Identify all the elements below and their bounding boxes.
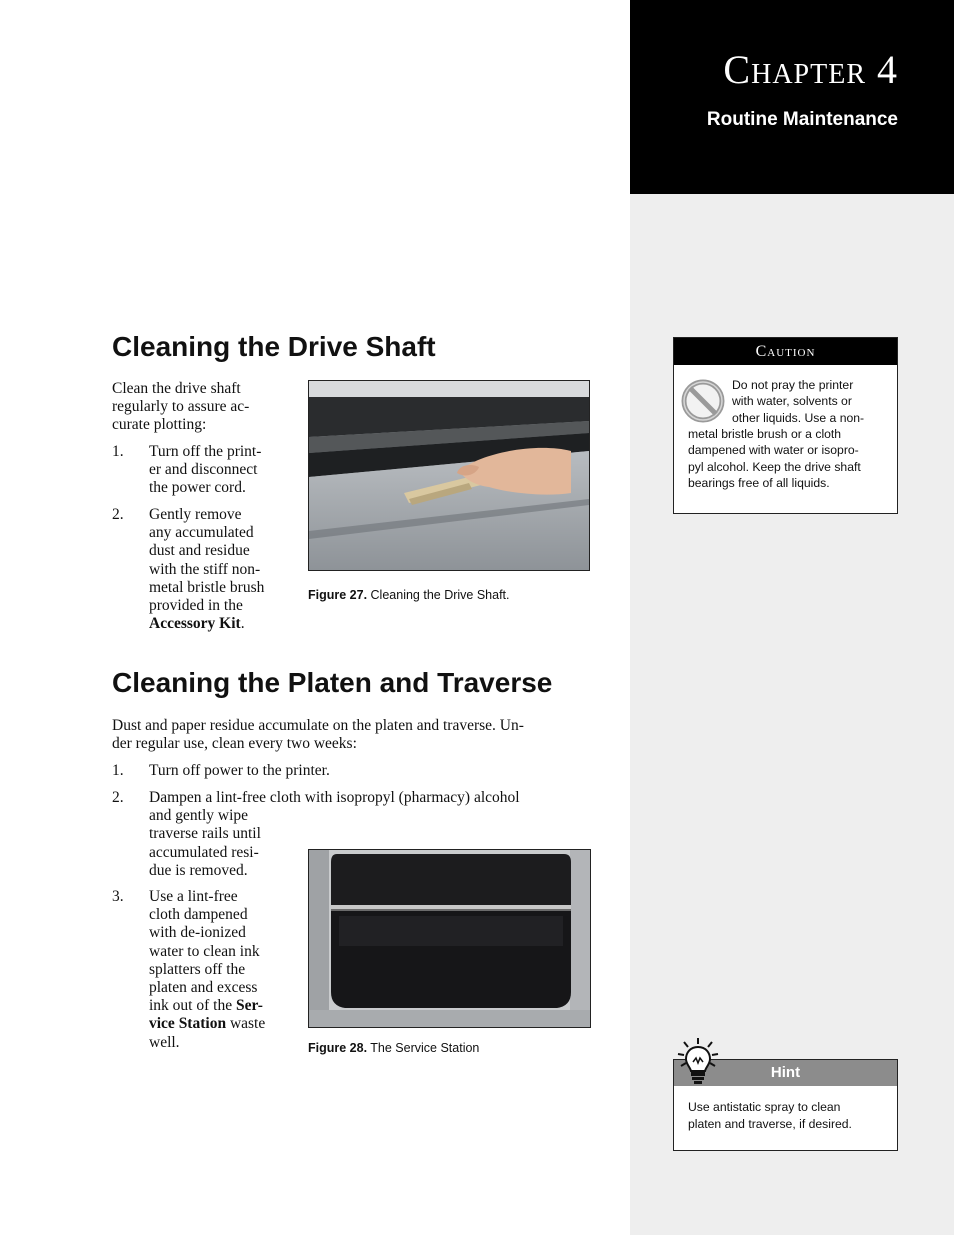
step-number: 2.: [112, 506, 124, 523]
step-line: traverse rails until: [149, 825, 261, 843]
caution-title: Caution: [674, 338, 897, 365]
step-line: er and disconnect: [149, 461, 258, 479]
lightbulb-icon: [676, 1036, 720, 1091]
figure-label: Figure 27.: [308, 588, 368, 602]
step-text: waste: [226, 1015, 266, 1033]
step-line: platen and excess: [149, 979, 258, 997]
step-line: with the stiff non-: [149, 560, 261, 578]
step-line: due is removed.: [149, 861, 248, 879]
step-text: ink out of the: [149, 997, 236, 1015]
step-line: Dampen a lint-free cloth with isopropyl (pharmacy) alcohol: [149, 789, 520, 806]
chapter-subtitle: Routine Maintenance: [706, 109, 898, 130]
figure-text: Cleaning the Drive Shaft.: [370, 588, 510, 602]
step-line: accumulated resi-: [149, 843, 259, 861]
caution-line: dampened with water or isopro-: [688, 443, 859, 457]
step-line: provided in the: [149, 597, 243, 615]
step-number: 1.: [112, 443, 124, 460]
intro-line: Dust and paper residue accumulate on the platen and traverse. Un-: [112, 717, 524, 734]
caution-line: Do not pray the printer: [732, 378, 854, 392]
figure-label: Figure 28.: [308, 1041, 368, 1055]
figure-text: The Service Station: [370, 1041, 480, 1055]
intro-line: der regular use, clean every two weeks:: [112, 735, 357, 753]
punctuation: .: [240, 615, 245, 633]
figure-27-caption: [308, 588, 510, 602]
step-number: 3.: [112, 888, 124, 905]
step-line: and gently wipe: [149, 807, 249, 825]
step-line: well.: [149, 1033, 180, 1051]
step-number: 1.: [112, 762, 124, 779]
section-heading-platen-traverse: Cleaning the Platen and Traverse: [112, 667, 553, 698]
section-heading-drive-shaft: Cleaning the Drive Shaft: [112, 331, 436, 362]
step-line: cloth dampened: [149, 906, 248, 924]
caution-line: other liquids. Use a non-: [732, 411, 865, 425]
caution-line: metal bristle brush or a cloth: [688, 427, 842, 441]
step-number: 2.: [112, 789, 124, 806]
accessory-kit-term: Accessory Kit: [149, 615, 241, 633]
caution-box: [673, 337, 898, 514]
service-station-term: vice Station: [149, 1015, 227, 1033]
step-line: Turn off power to the printer.: [149, 762, 330, 779]
service-station-term: Ser-: [235, 997, 263, 1015]
caution-line: pyl alcohol. Keep the drive shaft: [688, 460, 861, 474]
caution-line: bearings free of all liquids.: [688, 476, 830, 490]
platen-intro: [112, 717, 592, 753]
step-line: splatters off the: [149, 960, 246, 978]
caution-line: with water, solvents or: [732, 394, 852, 408]
step-line: [149, 1015, 309, 1033]
step-line: any accumulated: [149, 524, 254, 542]
step-line: metal bristle brush: [149, 578, 265, 596]
hint-line: platen and traverse, if desired.: [688, 1117, 852, 1131]
step-line: dust and residue: [149, 542, 250, 560]
service-station-photo: [308, 849, 591, 1028]
step-line: with de-ionized: [149, 924, 246, 942]
step-line: Gently remove: [149, 506, 242, 523]
chapter-title: Chapter 4: [723, 47, 898, 92]
hint-title: Hint: [674, 1060, 897, 1086]
step-line: [149, 615, 309, 633]
step-line: Turn off the print-: [149, 443, 262, 460]
hint-line: Use antistatic spray to clean: [688, 1100, 841, 1114]
step-line: water to clean ink: [149, 942, 260, 960]
step-line: [149, 997, 309, 1015]
intro-line: curate plotting:: [112, 416, 207, 434]
step-line: the power cord.: [149, 479, 246, 497]
drive-shaft-intro: [112, 380, 249, 435]
figure-28-caption: [308, 1041, 479, 1055]
prohibited-icon: [681, 379, 725, 428]
drive-shaft-photo: [308, 380, 590, 571]
intro-line: Clean the drive shaft: [112, 380, 241, 397]
step-line: Use a lint-free: [149, 888, 238, 905]
chapter-banner: [630, 0, 954, 194]
intro-line: regularly to assure ac-: [112, 398, 250, 416]
